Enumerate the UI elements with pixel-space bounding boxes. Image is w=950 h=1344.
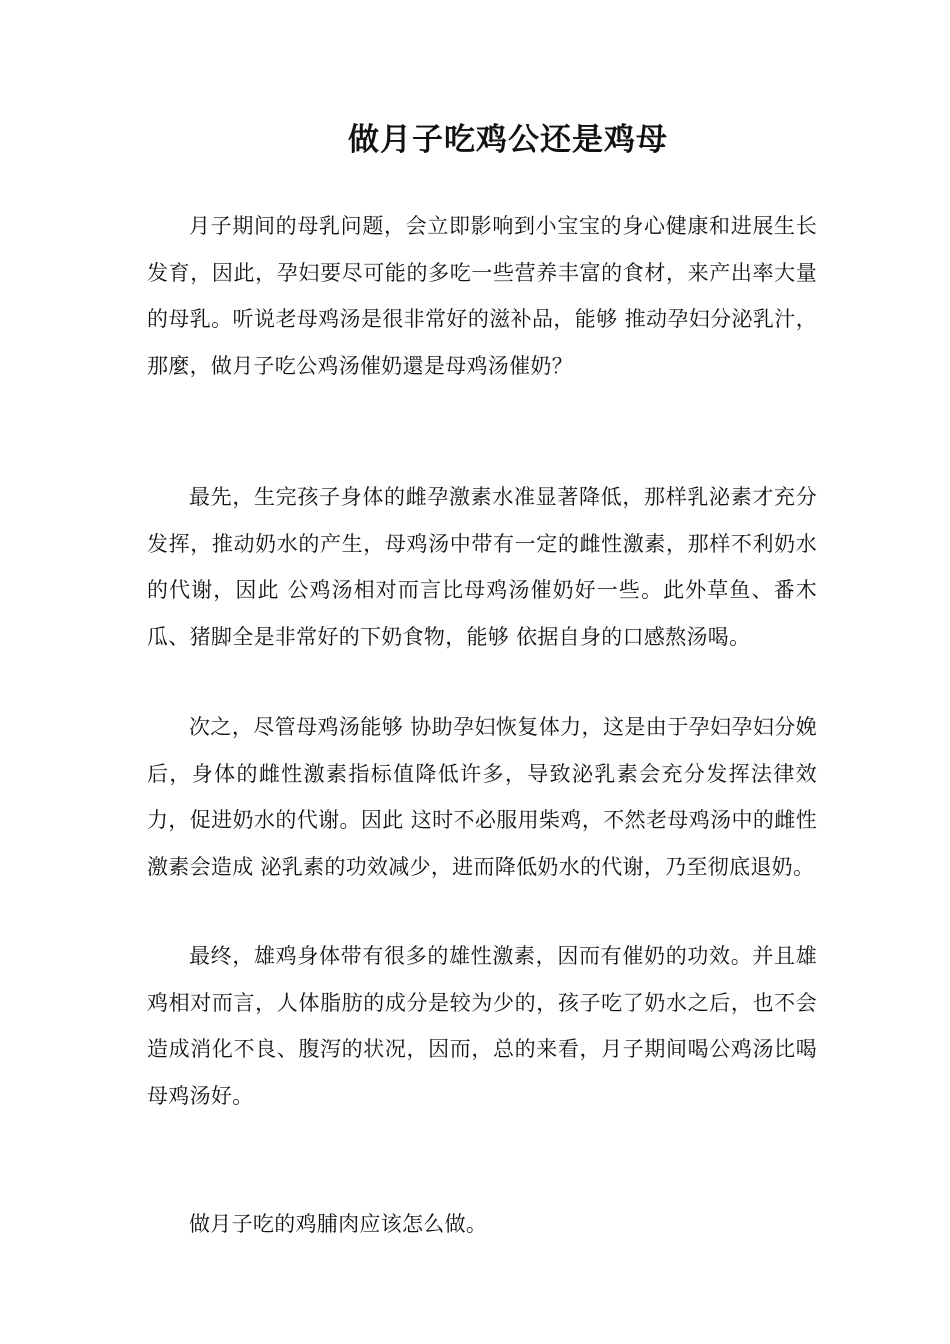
paragraph-second-point: 次之，尽管母鸡汤能够 协助孕妇恢复体力，这是由于孕妇孕妇分娩后，身体的雌性激素指标值降低许多，导致泌乳素会充分发挥法律效力，促进奶水的代谢。因此 这时不必服用柴鸡，不然老母鸡汤中的雌性激素会造成 泌乳素的功效减少，进而降低奶水的代谢，乃至彻底退奶。 xyxy=(147,715,817,879)
paragraph-intro: 月子期间的母乳问题，会立即影响到小宝宝的身心健康和进展生长发育，因此，孕妇要尽可能的多吃一些营养丰富的食材，来产出率大量的母乳。听说老母鸡汤是很非常好的滋补品，能够 推动孕妇分泌乳汁，那麼，做月子吃公鸡汤催奶還是母鸡汤催奶？ xyxy=(147,214,817,378)
paragraph-third-point: 最终，雄鸡身体带有很多的雄性激素，因而有催奶的功效。并且雄鸡相对而言，人体脂肪的成分是较为少的，孩子吃了奶水之后，也不会造成消化不良、腹泻的状况，因而，总的来看，月子期间喝公鸡汤比喝母鸡汤好。 xyxy=(147,944,817,1108)
paragraph-first-point: 最先，生完孩子身体的雌孕激素水准显著降低，那样乳泌素才充分发挥，推动奶水的产生，母鸡汤中带有一定的雌性激素，那样不利奶水的代谢，因此 公鸡汤相对而言比母鸡汤催奶好一些。此外草鱼、番木瓜、猪脚全是非常好的下奶食物，能够 依据自身的口感熬汤喝。 xyxy=(147,485,817,649)
paragraph-next-heading: 做月子吃的鸡脯肉应该怎么做。 xyxy=(189,1212,488,1236)
document-title: 做月子吃鸡公还是鸡母 xyxy=(348,122,668,158)
